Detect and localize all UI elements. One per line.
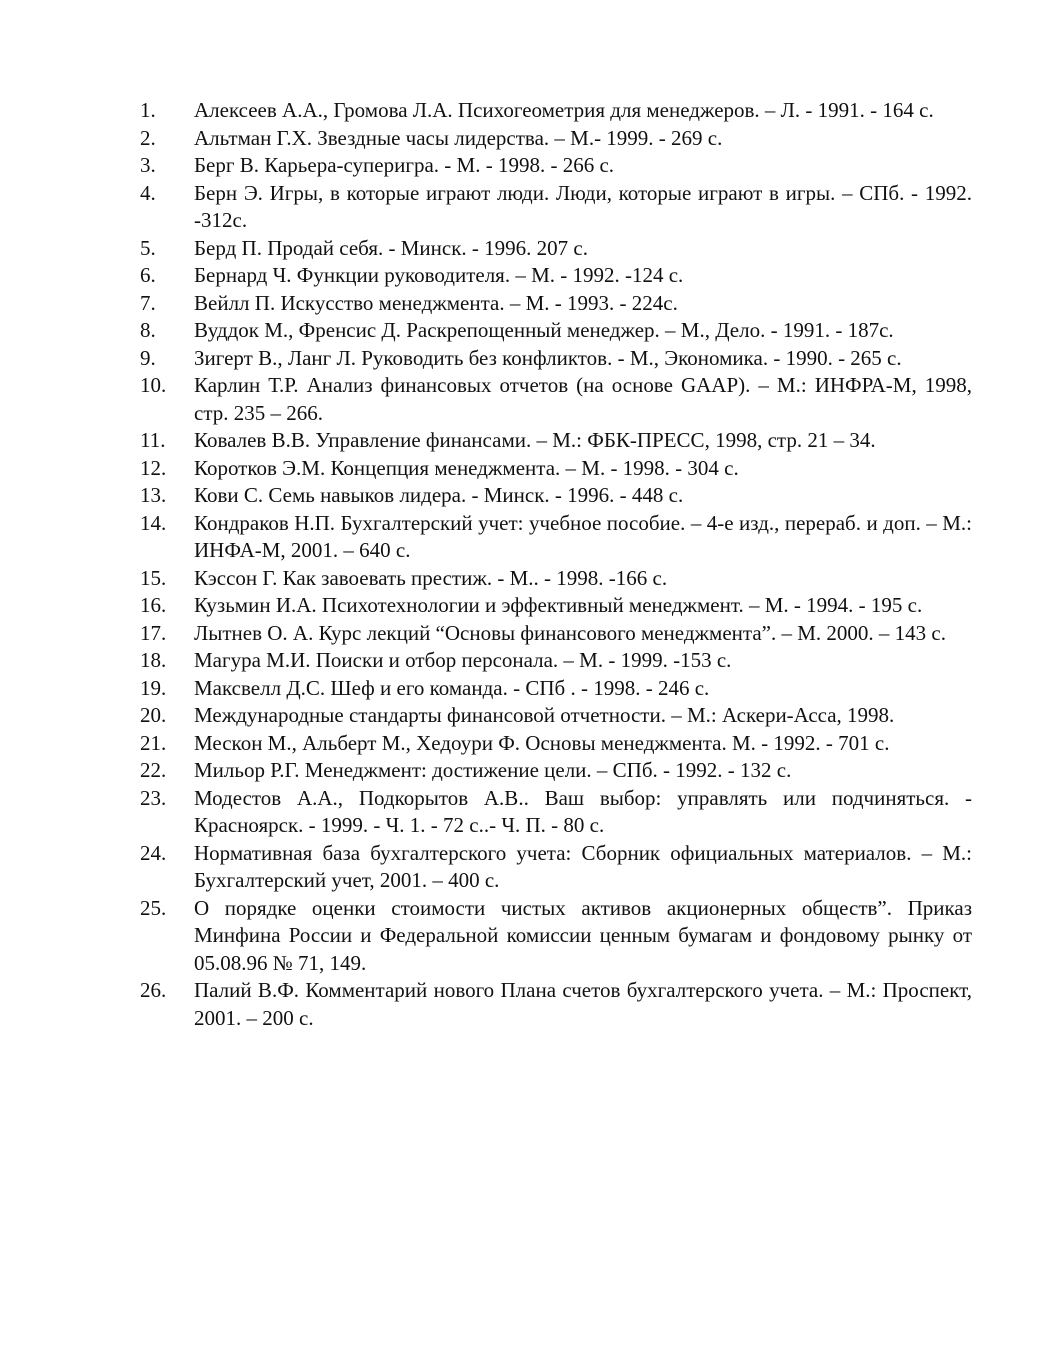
reference-item — [140, 345, 972, 373]
reference-number: 13. — [140, 483, 167, 507]
reference-item — [140, 565, 972, 593]
reference-number: 1. — [140, 98, 156, 122]
reference-item — [140, 372, 972, 427]
reference-text: Берн Э. Игры, в которые играют люди. Люди, которые играют в игры. – СПб. - 1992. -312с. — [194, 180, 972, 232]
reference-text: Коротков Э.М. Концепция менеджмента. – М. - 1998. - 304 с. — [194, 455, 739, 480]
reference-text: Максвелл Д.С. Шеф и его команда. - СПб . - 1998. - 246 с. — [194, 675, 710, 700]
reference-item — [140, 977, 972, 1032]
reference-item — [140, 180, 972, 235]
reference-item — [140, 785, 972, 840]
reference-item — [140, 840, 972, 895]
reference-text: Бернард Ч. Функции руководителя. – М. - 1992. -124 с. — [194, 263, 684, 287]
reference-number: 10. — [140, 373, 167, 397]
reference-item — [140, 427, 972, 455]
reference-number: 18. — [140, 648, 167, 672]
reference-text: Международные стандарты финансовой отчетности. – М.: Аскери-Асса, 1998. — [194, 703, 895, 727]
reference-item — [140, 152, 972, 180]
reference-text: Кондраков Н.П. Бухгалтерский учет: учебное пособие. – 4-е изд., перераб. и доп. – М.: ИНФА-М, 2001. – 640 с. — [194, 510, 972, 562]
reference-text: Кови С. Семь навыков лидера. - Минск. - 1996. - 448 с. — [194, 483, 684, 507]
reference-text: Берд П. Продай себя. - Минск. - 1996. 207 с. — [194, 235, 588, 260]
reference-number: 22. — [140, 758, 167, 782]
reference-text: Вуддок М., Френсис Д. Раскрепощенный менеджер. – М., Дело. - 1991. - 187с. — [194, 318, 894, 342]
reference-text: О порядке оценки стоимости чистых активов акционерных обществ”. Приказ Минфина России и Федеральной комиссии ценным бумагам и фондовому рынку от 05.08.96 № 71, 149. — [194, 895, 972, 975]
reference-list — [140, 97, 972, 1032]
reference-number: 20. — [140, 703, 167, 727]
reference-number: 4. — [140, 180, 156, 205]
reference-text: Вейлл П. Искусство менеджмента. – М. - 1993. - 224с. — [194, 290, 678, 315]
reference-number: 5. — [140, 235, 156, 260]
reference-item — [140, 125, 972, 153]
reference-item — [140, 702, 972, 730]
reference-text: Кузьмин И.А. Психотехнологии и эффективный менеджмент. – М. - 1994. - 195 с. — [194, 593, 923, 617]
reference-item — [140, 647, 972, 675]
reference-item — [140, 235, 972, 263]
reference-text: Карлин Т.Р. Анализ финансовых отчетов (на основе GAAP). – М.: ИНФРА-М, 1998, стр. 235 – 266. — [194, 373, 972, 425]
reference-number: 11. — [140, 428, 166, 452]
reference-text: Палий В.Ф. Комментарий нового Плана счетов бухгалтерского учета. – М.: Проспект, 2001. – 200 с. — [194, 978, 972, 1030]
reference-number: 14. — [140, 510, 167, 535]
reference-item — [140, 97, 972, 125]
reference-number: 26. — [140, 978, 167, 1002]
reference-text: Модестов А.А., Подкорытов А.В.. Ваш выбор: управлять или подчиняться. - Красноярск. - 1999. - Ч. 1. - 72 с..- Ч. П. - 80 с. — [194, 785, 972, 837]
reference-item — [140, 730, 972, 758]
reference-number: 6. — [140, 263, 156, 287]
reference-text: Мескон М., Альберт М., Хедоури Ф. Основы менеджмента. М. - 1992. - 701 с. — [194, 730, 890, 755]
reference-text: Лытнев О. А. Курс лекций “Основы финансового менеджмента”. – М. 2000. – 143 с. — [194, 620, 946, 645]
reference-text: Нормативная база бухгалтерского учета: Сборник официальных материалов. – М.: Бухгалтерский учет, 2001. – 400 с. — [194, 840, 972, 892]
reference-number: 19. — [140, 675, 167, 700]
reference-number: 16. — [140, 593, 167, 617]
reference-number: 24. — [140, 840, 167, 865]
reference-item — [140, 317, 972, 345]
reference-number: 25. — [140, 895, 167, 920]
reference-item — [140, 675, 972, 703]
reference-text: Магура М.И. Поиски и отбор персонала. – М. - 1999. -153 с. — [194, 648, 732, 672]
reference-number: 15. — [140, 565, 167, 590]
reference-item — [140, 757, 972, 785]
reference-text: Мильор Р.Г. Менеджмент: достижение цели. – СПб. - 1992. - 132 с. — [194, 758, 792, 782]
reference-number: 12. — [140, 455, 167, 480]
reference-item — [140, 592, 972, 620]
reference-number: 23. — [140, 785, 167, 810]
reference-item — [140, 482, 972, 510]
reference-text: Зигерт В., Ланг Л. Руководить без конфликтов. - М., Экономика. - 1990. - 265 с. — [194, 345, 902, 370]
reference-number: 9. — [140, 345, 156, 370]
reference-item — [140, 510, 972, 565]
reference-number: 2. — [140, 125, 156, 150]
reference-item — [140, 620, 972, 648]
reference-number: 17. — [140, 620, 167, 645]
reference-number: 8. — [140, 318, 156, 342]
reference-item — [140, 455, 972, 483]
reference-text: Берг В. Карьера-суперигра. - М. - 1998. - 266 с. — [194, 153, 615, 177]
reference-text: Альтман Г.Х. Звездные часы лидерства. – М.- 1999. - 269 с. — [194, 125, 723, 150]
reference-number: 3. — [140, 153, 156, 177]
reference-text: Ковалев В.В. Управление финансами. – М.: ФБК-ПРЕСС, 1998, стр. 21 – 34. — [194, 428, 876, 452]
reference-item — [140, 262, 972, 290]
reference-number: 21. — [140, 730, 167, 755]
reference-item — [140, 290, 972, 318]
reference-text: Кэссон Г. Как завоевать престиж. - М.. - 1998. -166 с. — [194, 565, 668, 590]
reference-number: 7. — [140, 290, 156, 315]
reference-text: Алексеев А.А., Громова Л.А. Психогеометрия для менеджеров. – Л. - 1991. - 164 с. — [194, 98, 934, 122]
reference-item — [140, 895, 972, 978]
